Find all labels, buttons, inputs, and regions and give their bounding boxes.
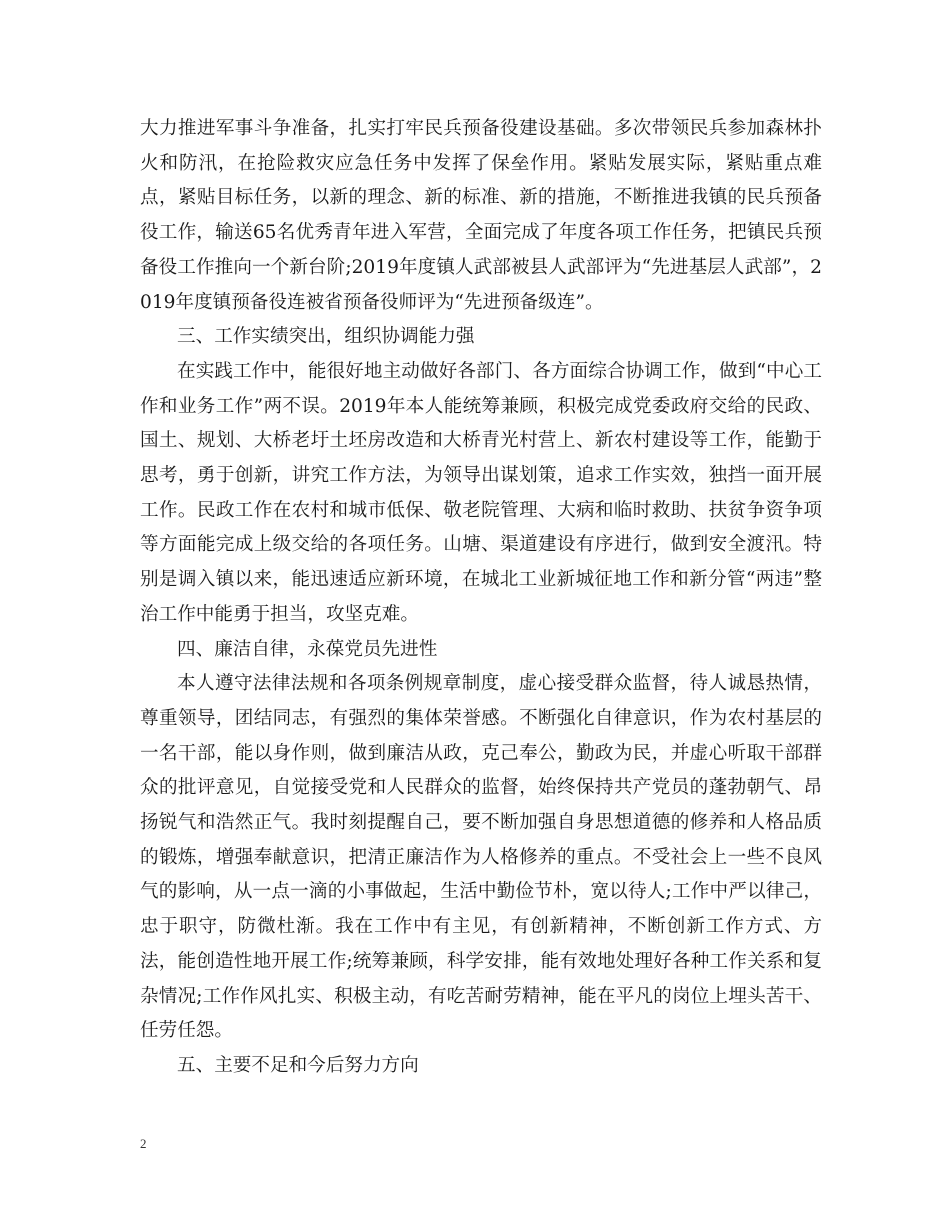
paragraph-work-achievements: 在实践工作中，能很好地主动做好各部门、各方面综合协调工作，做到“中心工作和业务工作”两不误。2019年本人能统筹兼顾，积极完成党委政府交给的民政、国土、规划、大桥老圩土坯房改造和大桥青光村营上、新农村建设等工作，能勤于思考，勇于创新，讲究工作方法，为领导出谋划策，追求工作实效，独挡一面开展工作。民政工作在农村和城市低保、敬老院管理、大病和临时救助、扶贫争资争项等方面能完成上级交给的各项任务。山塘、渠道建设有序进行，做到安全渡汛。特别是调入镇以来，能迅速适应新环境，在城北工业新城征地工作和新分管“两违”整治工作中能勇于担当，攻坚克难。: [140, 360, 822, 625]
section-heading-4: 四、廉洁自律，永葆党员先进性: [177, 638, 438, 660]
page-number: 2: [140, 1136, 147, 1151]
paragraph-integrity: 本人遵守法律法规和各项条例规章制度，虚心接受群众监督，待人诚恳热情，尊重领导，团结同志，有强烈的集体荣誉感。不断强化自律意识，作为农村基层的一名干部，能以身作则，做到廉洁从政，克己奉公，勤政为民，并虚心听取干部群众的批评意见，自觉接受党和人民群众的监督，始终保持共产党员的蓬勃朝气、昂扬锐气和浩然正气。我时刻提醒自己，要不断加强自身思想道德的修养和人格品质的锻炼，增强奉献意识，把清正廉洁作为人格修养的重点。不受社会上一些不良风气的影响，从一点一滴的小事做起，生活中勤俭节朴，宽以待人;工作中严以律己，忠于职守，防微杜渐。我在工作中有主见，有创新精神，不断创新工作方式、方法，能创造性地开展工作;统筹兼顾，科学安排，能有效地处理好各种工作关系和复杂情况;工作作风扎实、积极主动，有吃苦耐劳精神，能在平凡的岗位上埋头苦干、任劳任怨。: [140, 673, 822, 1042]
document-body: [140, 112, 822, 1084]
section-heading-5: 五、主要不足和今后努力方向: [177, 1054, 419, 1076]
section-heading-3: 三、工作实绩突出，组织协调能力强: [177, 326, 475, 348]
paragraph-continuation: 大力推进军事斗争准备，扎实打牢民兵预备役建设基础。多次带领民兵参加森林扑火和防汛，在抢险救灾应急任务中发挥了保垒作用。紧贴发展实际，紧贴重点难点，紧贴目标任务，以新的理念、新的标准、新的措施，不断推进我镇的民兵预备役工作，输送65名优秀青年进入军营，全面完成了年度各项工作任务，把镇民兵预备役工作推向一个新台阶;2019年度镇人武部被县人武部评为“先进基层人武部”，2019年度镇预备役连被省预备役师评为“先进预备级连”。: [140, 118, 822, 313]
